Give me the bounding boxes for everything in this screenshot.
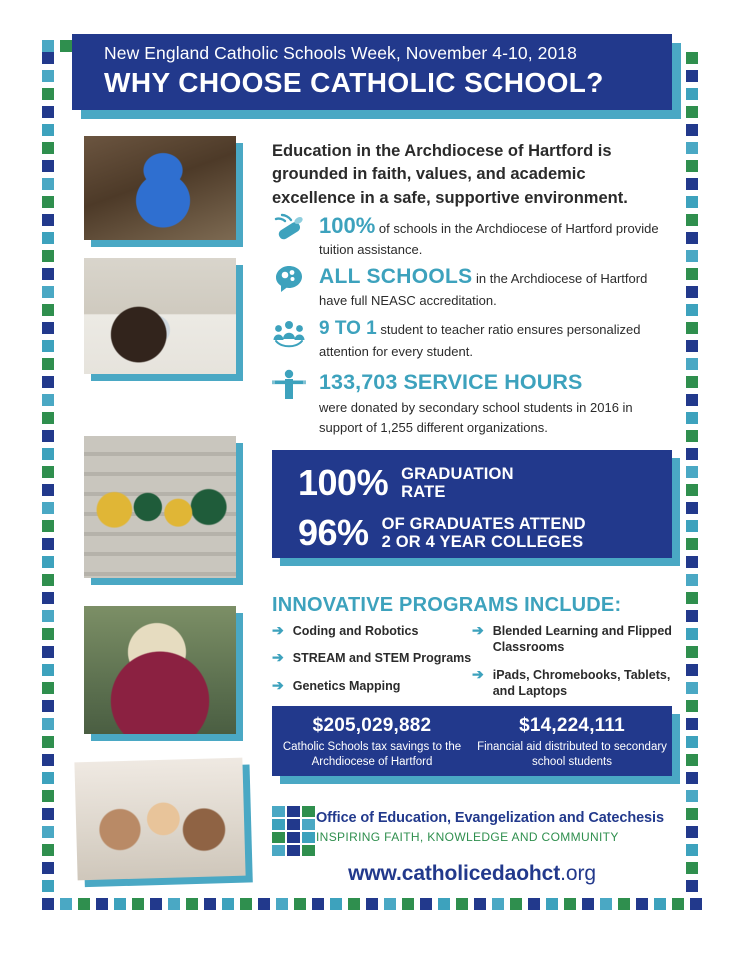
graduation-rate-label: [401, 465, 514, 502]
logo-square: [272, 832, 285, 843]
page-title: WHY CHOOSE CATHOLIC SCHOOL?: [104, 67, 604, 98]
decorative-border-bottom: [42, 898, 708, 910]
border-square: [690, 898, 702, 910]
photo-image: [84, 258, 236, 374]
stat-body: were donated by secondary school students in 2016 in support of 1,255 different organizations.: [319, 400, 633, 435]
tax-savings-amount: $205,029,882: [312, 715, 432, 736]
border-square: [686, 160, 698, 172]
border-square: [42, 862, 54, 874]
url-www: www.: [348, 862, 402, 885]
border-square: [42, 502, 54, 514]
program-item: [472, 667, 672, 700]
graduation-rate-label-bottom: RATE: [401, 483, 446, 501]
stat-highlight: 133,703 SERVICE HOURS: [319, 370, 583, 394]
border-square: [42, 412, 54, 424]
graduation-rate-number: 100%: [298, 462, 389, 503]
border-square: [42, 40, 54, 52]
border-square: [686, 844, 698, 856]
border-square: [42, 484, 54, 496]
organization-tagline: INSPIRING FAITH, KNOWLEDGE AND COMMUNITY: [316, 830, 619, 844]
programs-list-left: [272, 623, 472, 705]
border-square: [222, 898, 234, 910]
graduation-stats-box: [272, 450, 672, 558]
border-square: [686, 250, 698, 262]
photo-graduation: [84, 136, 236, 240]
border-square: [42, 250, 54, 262]
organization-name: Office of Education, Evangelization and Catechesis: [316, 810, 664, 826]
border-square: [168, 898, 180, 910]
border-square: [186, 898, 198, 910]
program-item: [272, 650, 472, 666]
border-square: [204, 898, 216, 910]
border-square: [42, 322, 54, 334]
border-square: [42, 142, 54, 154]
border-square: [240, 898, 252, 910]
border-square: [348, 898, 360, 910]
border-square: [150, 898, 162, 910]
photo-image: [84, 606, 236, 734]
border-square: [42, 52, 54, 64]
financial-aid-caption: Financial aid distributed to secondary school students: [477, 741, 667, 769]
header-banner: [72, 34, 672, 110]
border-square: [686, 412, 698, 424]
url-domain: catholicedaohct: [401, 862, 561, 885]
logo-square: [272, 845, 285, 856]
border-square: [474, 898, 486, 910]
border-square: [42, 286, 54, 298]
logo-square: [302, 845, 315, 856]
border-square: [42, 340, 54, 352]
border-square: [686, 574, 698, 586]
border-square: [42, 70, 54, 82]
border-square: [686, 322, 698, 334]
program-label: STREAM and STEM Programs: [292, 651, 472, 666]
stat-highlight: 100%: [319, 213, 376, 238]
program-item: [272, 678, 472, 694]
border-square: [686, 628, 698, 640]
border-square: [42, 178, 54, 190]
border-square: [42, 592, 54, 604]
border-square: [42, 610, 54, 622]
border-square: [686, 520, 698, 532]
border-square: [546, 898, 558, 910]
border-square: [42, 88, 54, 100]
stat-body: in the Archdiocese of Hartford have full NEASC accreditation.: [319, 271, 648, 308]
border-square: [686, 664, 698, 676]
stat-text: [319, 210, 676, 260]
border-square: [42, 106, 54, 118]
border-square: [96, 898, 108, 910]
border-square: [42, 304, 54, 316]
border-square: [42, 358, 54, 370]
border-square: [42, 826, 54, 838]
photo-children-steps: [84, 436, 236, 578]
college-attendance-label-top: OF GRADUATES ATTEND: [381, 514, 586, 533]
border-square: [78, 898, 90, 910]
border-square: [686, 358, 698, 370]
tax-savings-stat: [272, 706, 472, 776]
border-square: [686, 646, 698, 658]
stat-row-accreditation: [272, 262, 676, 310]
border-square: [686, 700, 698, 712]
border-square: [42, 214, 54, 226]
photo-football: [84, 606, 236, 734]
logo-square: [302, 819, 315, 830]
financial-stats-box: [272, 706, 672, 776]
border-square: [42, 772, 54, 784]
program-label: iPads, Chromebooks, Tablets, and Laptops: [492, 667, 671, 698]
photo-image: [84, 436, 236, 578]
border-square: [686, 304, 698, 316]
photo-communion: [74, 758, 245, 881]
border-square: [686, 736, 698, 748]
border-square: [600, 898, 612, 910]
border-square: [686, 70, 698, 82]
border-square: [686, 124, 698, 136]
border-square: [686, 592, 698, 604]
logo-square: [272, 806, 285, 817]
photo-image: [84, 136, 236, 240]
stat-highlight: ALL SCHOOLS: [319, 265, 473, 288]
person-arms-open-icon: [272, 366, 306, 437]
border-square: [42, 448, 54, 460]
arrow-right-icon: ➔: [472, 622, 484, 638]
head-with-gears-icon: [272, 262, 306, 310]
header-eyebrow: New England Catholic Schools Week, November 4-10, 2018: [104, 43, 577, 63]
border-square: [42, 574, 54, 586]
border-square: [686, 430, 698, 442]
programs-section-title: INNOVATIVE PROGRAMS INCLUDE:: [272, 594, 622, 616]
program-label: Blended Learning and Flipped Classrooms: [492, 624, 672, 655]
border-square: [42, 682, 54, 694]
border-square: [510, 898, 522, 910]
college-attendance-label-bottom: 2 OR 4 YEAR COLLEGES: [381, 533, 584, 551]
college-attendance-label: [382, 515, 586, 552]
border-square: [672, 898, 684, 910]
border-square: [492, 898, 504, 910]
logo-square: [287, 806, 300, 817]
border-square: [42, 880, 54, 892]
border-square: [42, 538, 54, 550]
border-square: [686, 52, 698, 64]
border-square: [330, 898, 342, 910]
border-square: [42, 556, 54, 568]
border-square: [686, 268, 698, 280]
group-of-people-icon: [272, 316, 306, 361]
border-square: [402, 898, 414, 910]
border-square: [686, 826, 698, 838]
border-square: [42, 718, 54, 730]
border-square: [294, 898, 306, 910]
border-square: [654, 898, 666, 910]
photo-science: [84, 258, 236, 374]
stat-row-ratio: [272, 316, 676, 361]
college-attendance-number: 96%: [298, 512, 369, 553]
stat-body: student to teacher ratio ensures personalized attention for every student.: [319, 322, 641, 359]
border-square: [60, 40, 72, 52]
border-square: [686, 808, 698, 820]
border-square: [686, 880, 698, 892]
border-square: [366, 898, 378, 910]
border-square: [420, 898, 432, 910]
border-square: [686, 556, 698, 568]
border-square: [564, 898, 576, 910]
border-square: [636, 898, 648, 910]
url-tld: .org: [560, 862, 596, 885]
border-square: [258, 898, 270, 910]
border-square: [42, 808, 54, 820]
border-square: [686, 214, 698, 226]
border-square: [686, 772, 698, 784]
border-square: [42, 628, 54, 640]
stat-row-tuition: [272, 210, 676, 260]
border-square: [686, 178, 698, 190]
border-square: [686, 754, 698, 766]
website-url[interactable]: [272, 862, 672, 886]
border-square: [42, 898, 54, 910]
stat-row-service-hours: [272, 366, 676, 437]
college-attendance-line: [298, 512, 586, 554]
border-square: [686, 196, 698, 208]
logo-square: [287, 845, 300, 856]
border-square: [686, 142, 698, 154]
border-square: [42, 268, 54, 280]
border-square: [686, 682, 698, 694]
border-square: [42, 736, 54, 748]
program-item: [472, 623, 672, 656]
program-item: [272, 623, 472, 639]
border-square: [582, 898, 594, 910]
border-square: [686, 466, 698, 478]
border-square: [686, 394, 698, 406]
border-square: [114, 898, 126, 910]
photo-image: [74, 758, 245, 881]
stat-text: [319, 366, 676, 437]
border-square: [42, 376, 54, 388]
border-square: [618, 898, 630, 910]
border-square: [686, 232, 698, 244]
programs-list-right: [472, 623, 672, 710]
border-square: [686, 88, 698, 100]
financial-aid-amount: $14,224,111: [519, 715, 625, 736]
arrow-right-icon: ➔: [272, 676, 284, 693]
graduation-rate-label-top: GRADUATION: [401, 464, 514, 483]
border-square: [42, 394, 54, 406]
stat-highlight: 9 TO 1: [319, 318, 377, 339]
border-square: [42, 160, 54, 172]
border-square: [276, 898, 288, 910]
border-square: [686, 538, 698, 550]
border-square: [686, 718, 698, 730]
border-square: [42, 232, 54, 244]
border-square: [42, 790, 54, 802]
border-square: [686, 448, 698, 460]
diploma-scroll-icon: [272, 210, 306, 260]
intro-paragraph: Education in the Archdiocese of Hartford is grounded in faith, values, and academic excellence in a safe, supportive environment.: [272, 142, 628, 207]
border-square: [384, 898, 396, 910]
border-square: [456, 898, 468, 910]
border-square: [42, 664, 54, 676]
stat-text: [319, 262, 676, 310]
logo-square: [302, 832, 315, 843]
graduation-rate-line: [298, 462, 514, 504]
border-square: [60, 898, 72, 910]
border-square: [686, 340, 698, 352]
border-square: [686, 790, 698, 802]
border-square: [42, 430, 54, 442]
tax-savings-caption: Catholic Schools tax savings to the Archdiocese of Hartford: [282, 741, 462, 769]
border-square: [42, 466, 54, 478]
border-square: [686, 862, 698, 874]
decorative-border-left: [42, 52, 54, 898]
program-label: Coding and Robotics: [292, 624, 419, 638]
program-label: Genetics Mapping: [292, 678, 401, 693]
border-square: [42, 754, 54, 766]
arrow-right-icon: ➔: [472, 665, 484, 682]
border-square: [686, 502, 698, 514]
border-square: [42, 700, 54, 712]
border-square: [686, 376, 698, 388]
border-square: [438, 898, 450, 910]
logo-square: [287, 819, 300, 830]
catholic-cross-grid-logo: [272, 806, 315, 856]
border-square: [686, 610, 698, 622]
border-square: [312, 898, 324, 910]
border-square: [42, 124, 54, 136]
financial-aid-stat: [472, 706, 672, 776]
border-square: [686, 484, 698, 496]
logo-square: [272, 819, 285, 830]
arrow-right-icon: ➔: [272, 622, 284, 638]
logo-square: [287, 832, 300, 843]
border-square: [528, 898, 540, 910]
decorative-border-right: [686, 52, 698, 898]
stat-text: [319, 316, 676, 361]
border-square: [42, 844, 54, 856]
border-square: [686, 106, 698, 118]
logo-square: [302, 806, 315, 817]
border-square: [132, 898, 144, 910]
stat-body: of schools in the Archdiocese of Hartford provide tuition assistance.: [319, 221, 659, 258]
border-square: [42, 646, 54, 658]
border-square: [42, 520, 54, 532]
border-square: [42, 196, 54, 208]
border-square: [686, 286, 698, 298]
arrow-right-icon: ➔: [272, 649, 284, 666]
